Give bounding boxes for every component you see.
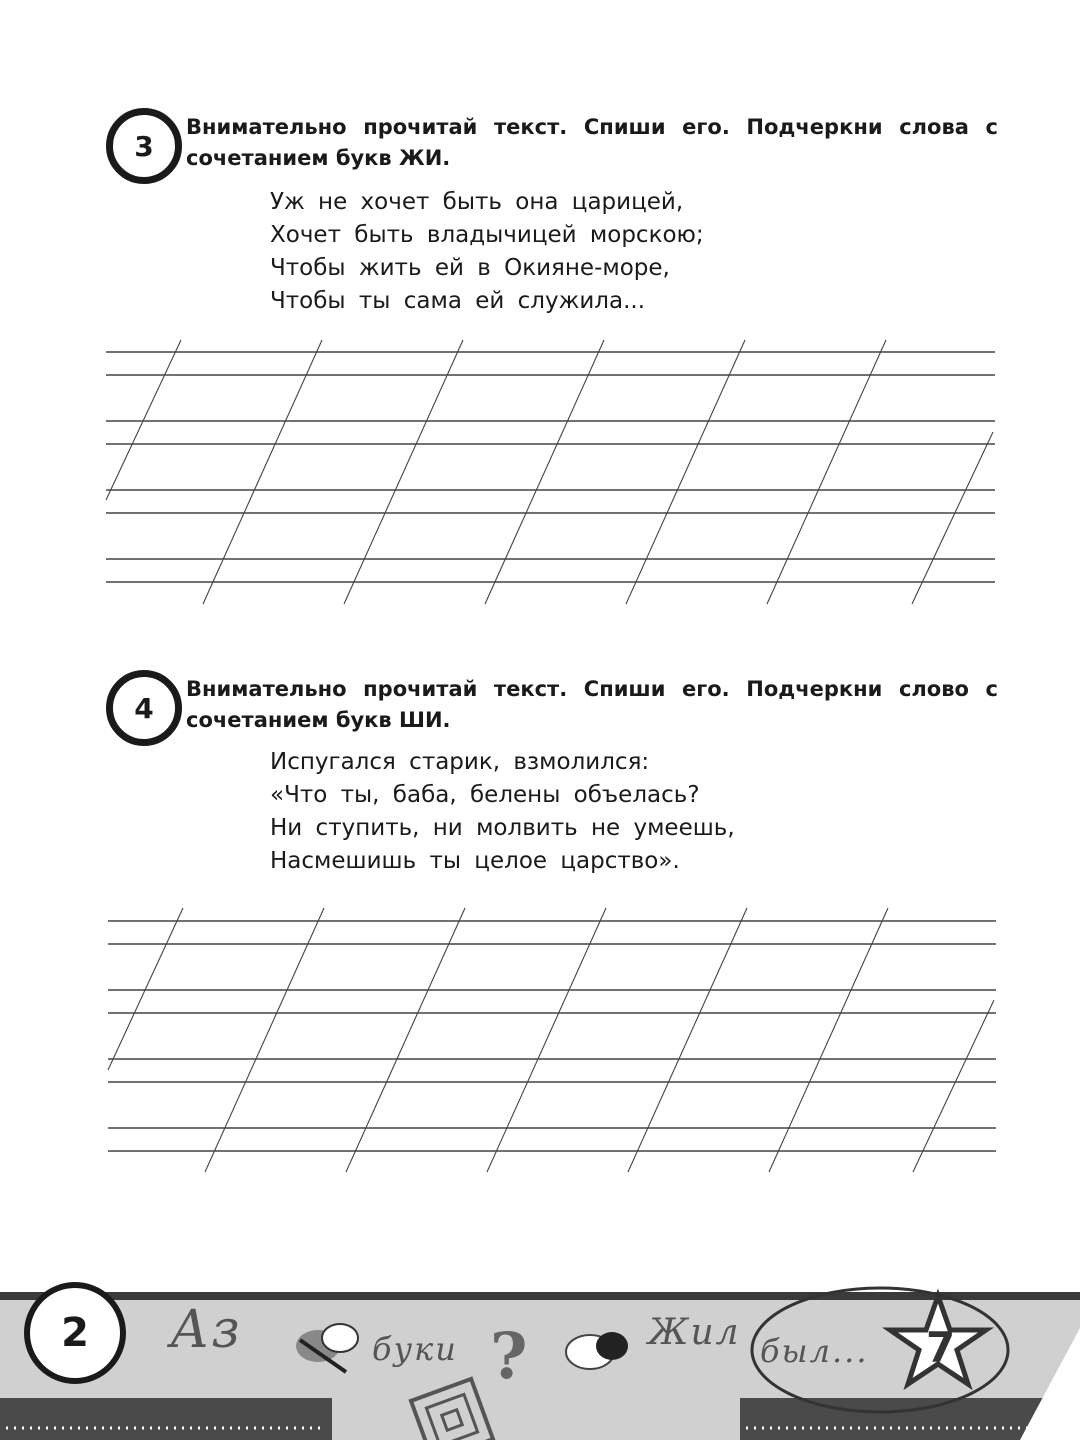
- poem-line: Насмешишь ты целое царство».: [270, 848, 680, 874]
- poem-line: Хочет быть владычицей морскою;: [270, 222, 704, 248]
- poem-line: «Что ты, баба, белены объелась?: [270, 782, 700, 808]
- poem-line: Испугался старик, взмолился:: [270, 749, 650, 775]
- decor-word: Жил: [648, 1312, 741, 1353]
- footer-band: [0, 1268, 1080, 1440]
- task-number-badge: 4: [106, 670, 182, 746]
- poem-line: Чтобы ты сама ей служила...: [270, 288, 646, 314]
- svg-text:7: 7: [926, 1323, 956, 1372]
- poem-line: Чтобы жить ей в Окияне-море,: [270, 255, 670, 281]
- question-mark-icon: ?: [490, 1319, 528, 1394]
- decor-word: буки: [372, 1330, 458, 1368]
- decor-word: Аз: [170, 1300, 242, 1360]
- task-instruction: Внимательно прочитай текст. Спиши его. Подчеркни слова с сочетанием букв ЖИ.: [186, 115, 998, 170]
- poem-line: Уж не хочет быть она царицей,: [270, 189, 684, 215]
- poem-line: Ни ступить, ни молвить не умеешь,: [270, 815, 735, 841]
- page-number: 2: [24, 1282, 126, 1384]
- decor-word: был...: [760, 1332, 869, 1370]
- task-instruction: Внимательно прочитай текст. Спиши его. Подчеркни слово с сочетанием букв ШИ.: [186, 677, 998, 732]
- task-number-badge: 3: [106, 108, 182, 184]
